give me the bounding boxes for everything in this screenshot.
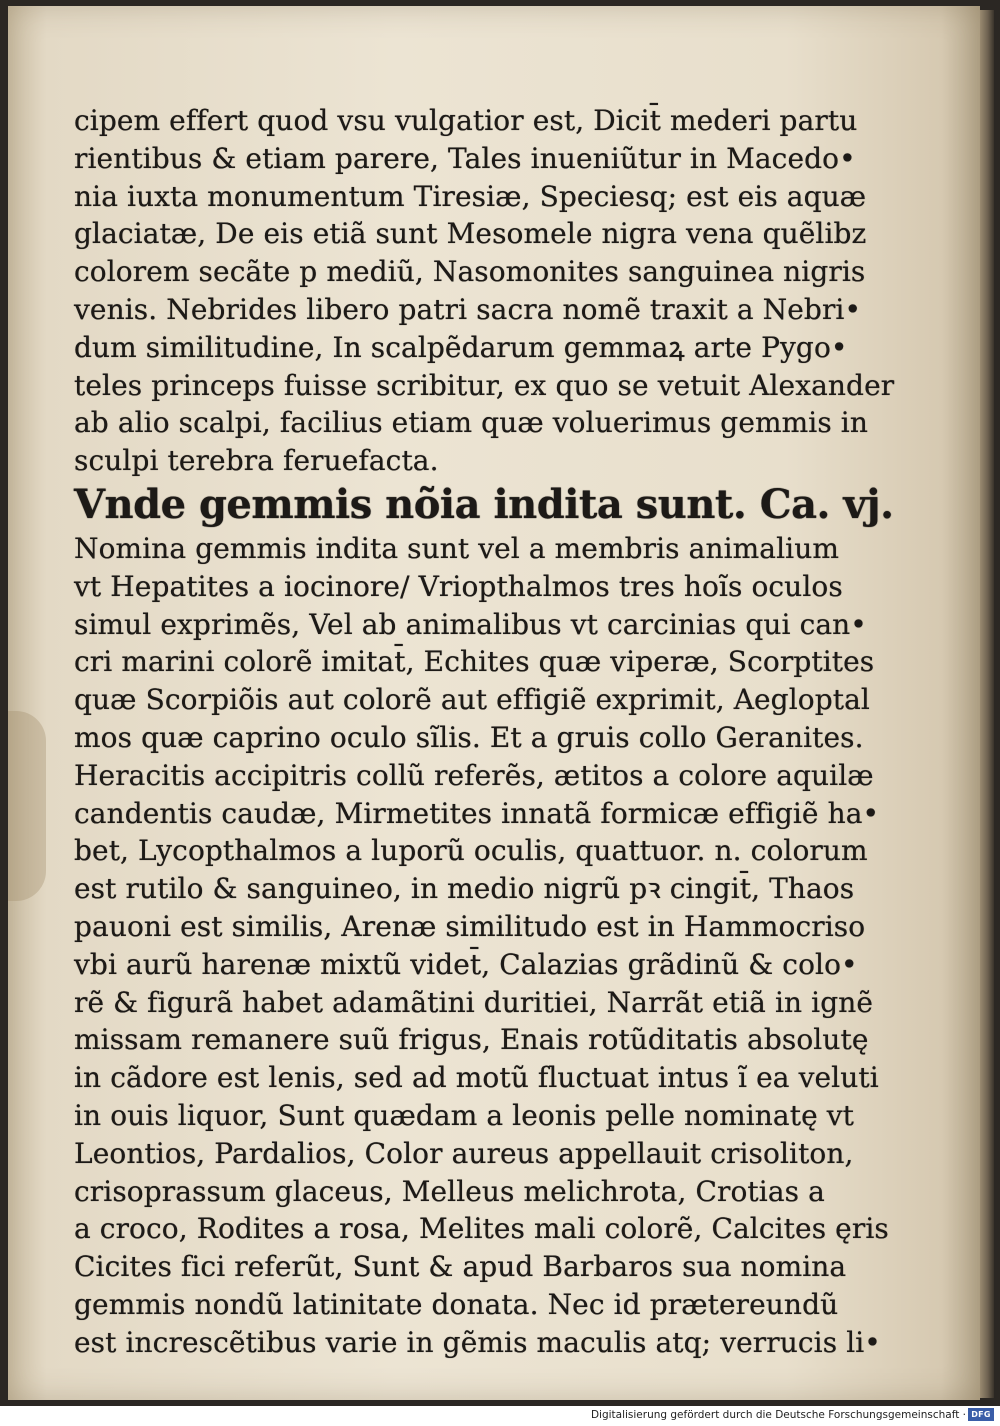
text-line: Cicites fici referũt, Sunt & apud Barbaros sua nomina bbox=[74, 1250, 847, 1284]
text-line: dum similitudine, In scalpẽdarum gemmaꝝ arte Pygo• bbox=[74, 330, 848, 364]
text-line: mos quæ caprino oculo sĩlis. Et a gruis collo Geranites. bbox=[74, 720, 864, 754]
text-line: pauoni est similis, Arenæ similitudo est in Hammocriso bbox=[74, 909, 866, 943]
text-line: Leontios, Pardalios, Color aureus appellauit crisoliton, bbox=[74, 1136, 854, 1170]
text-line: glaciatæ, De eis etiã sunt Mesomele nigra vena quẽlibz bbox=[74, 217, 867, 251]
text-line: sculpi terebra feruefacta. bbox=[74, 444, 439, 478]
text-line: in ouis liquor, Sunt quædam a leonis pelle nominatę vt bbox=[74, 1098, 855, 1132]
text-line: nia iuxta monumentum Tiresiæ, Speciesq; est eis aquæ bbox=[74, 179, 867, 213]
text-line: venis. Nebrides libero patri sacra nomẽ traxit a Nebri• bbox=[74, 292, 862, 326]
text-line: missam remanere suũ frigus, Enais rotũditatis absolutę bbox=[74, 1023, 869, 1057]
text-line: crisoprassum glaceus, Melleus melichrota, Crotias a bbox=[74, 1174, 825, 1208]
page-text bbox=[74, 102, 895, 1362]
text-line: colorem secãte p mediũ, Nasomonites sanguinea nigris bbox=[74, 255, 866, 289]
text-line: cri marini colorẽ imitat̄, Echites quæ viperæ, Scorptites bbox=[74, 645, 875, 679]
text-line: est rutilo & sanguineo, in medio nigrũ pꝛ cingit̄, Thaos bbox=[74, 872, 855, 906]
text-line: candentis caudæ, Mirmetites innatã formicæ effigiẽ ha• bbox=[74, 796, 880, 830]
text-line: simul exprimẽs, Vel ab animalibus vt carcinias qui can• bbox=[74, 607, 867, 641]
text-line: Nomina gemmis indita sunt vel a membris animalium bbox=[74, 531, 839, 565]
text-line: est increscẽtibus varie in gẽmis maculis atq; verrucis li• bbox=[74, 1325, 881, 1359]
text-line: teles princeps fuisse scribitur, ex quo se vetuit Alexander bbox=[74, 368, 895, 402]
text-line: ab alio scalpi, facilius etiam quæ voluerimus gemmis in bbox=[74, 406, 868, 440]
dfg-logo: DFG bbox=[968, 1408, 994, 1421]
page-stain bbox=[8, 711, 46, 901]
text-line: in cãdore est lenis, sed ad motũ fluctuat intus ĩ ea veluti bbox=[74, 1061, 879, 1095]
chapter-heading: Vnde gemmis nõia indita sunt. Ca. vj. bbox=[74, 480, 894, 528]
text-line: gemmis nondũ latinitate donata. Nec id prætereundũ bbox=[74, 1287, 839, 1321]
text-line: rientibus & etiam parere, Tales inueniũtur in Macedo• bbox=[74, 141, 856, 175]
text-line: quæ Scorpiõis aut colorẽ aut effigiẽ exprimit, Aegloptal bbox=[74, 683, 870, 717]
text-line: a croco, Rodites a rosa, Melites mali colorẽ, Calcites ęris bbox=[74, 1212, 889, 1246]
text-line: bet, Lycopthalmos a luporũ oculis, quattuor. n. colorum bbox=[74, 834, 868, 868]
funding-credit: Digitalisierung gefördert durch die Deutsche Forschungsgemeinschaft · bbox=[590, 1409, 966, 1421]
text-line: vbi aurũ harenæ mixtũ videt̄, Calazias grãdinũ & colo• bbox=[74, 947, 858, 981]
page-edge bbox=[978, 10, 994, 1398]
text-line: cipem effert quod vsu vulgatior est, Dicit̄ mederi partu bbox=[74, 104, 858, 137]
text-line: vt Hepatites a iocinore/ Vriopthalmos tres hoĩs oculos bbox=[74, 569, 843, 603]
text-line: Heracitis accipitris collũ referẽs, ætitos a colore aquilæ bbox=[74, 758, 874, 792]
text-line: rẽ & figurã habet adamãtini duritiei, Narrãt etiã in ignẽ bbox=[74, 985, 874, 1019]
